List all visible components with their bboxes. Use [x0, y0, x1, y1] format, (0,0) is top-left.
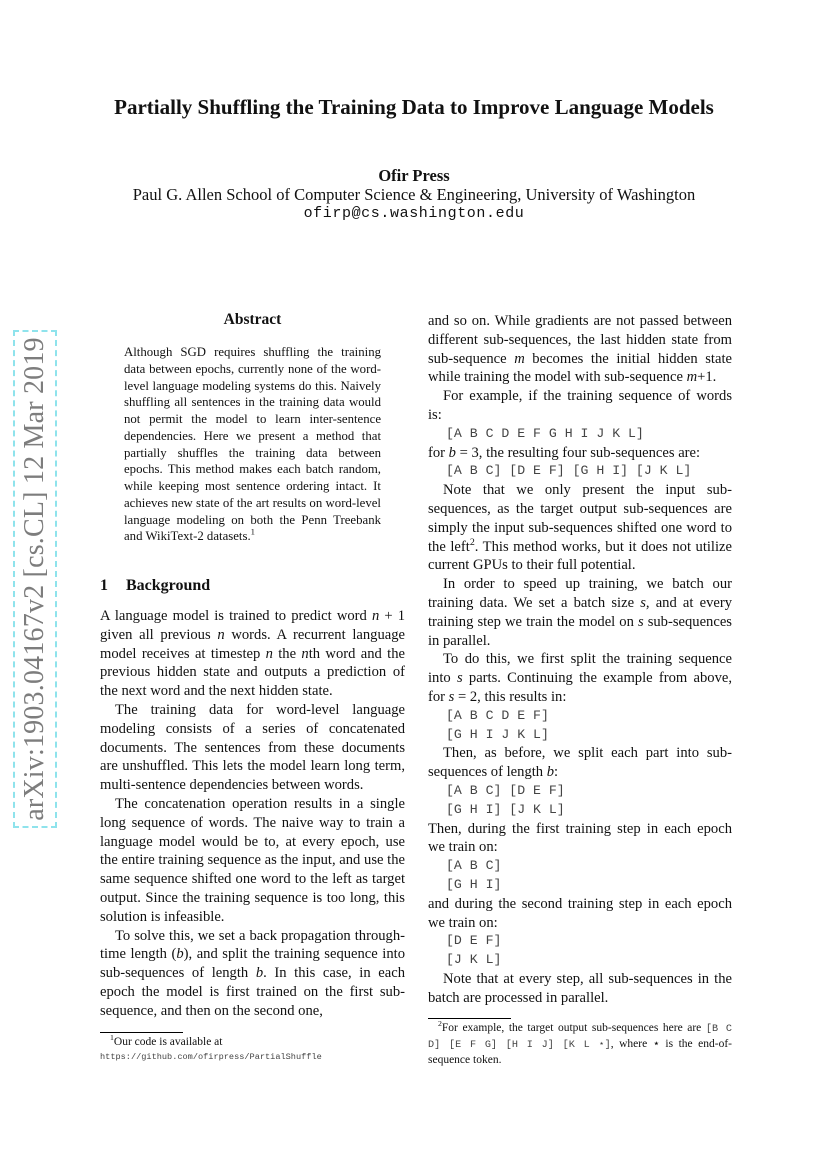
paragraph: In order to speed up training, we batch our training data. We set a batch size s, and at every training step we train the model on s sub-sequences in parallel.	[428, 576, 733, 649]
abstract-body: Although SGD requires shuffling the training data between epochs, currently none of the word-level language modeling systems do this. Naively shuffling all sentences in the training data would not permit the model to learn inter-sentence dependencies. Here we present a method that partially shuffles the training data between epochs. This method makes each batch random, while keeping most sentence ordering intact. It achieves new state of the art results on word-level language modeling on both the Penn Treebank and WikiText-2 datasets.	[124, 345, 381, 544]
abstract-text	[124, 344, 381, 545]
footnote-url[interactable]: https://github.com/ofirpress/PartialShuffle	[100, 1052, 322, 1062]
paragraph: A language model is trained to predict word n + 1 given all previous n words. A recurrent language model receives at timestep n the nth word and the previous hidden state and outputs a prediction of the next word and the next hidden state.	[100, 608, 405, 700]
section-heading	[100, 577, 210, 595]
code-line: [A B C] [D E F]	[446, 782, 565, 798]
paragraph: Then, as before, we split each part into sub-sequences of length b:	[428, 745, 732, 781]
paper-title: Partially Shuffling the Training Data to Improve Language Models	[114, 95, 714, 119]
code-line: [A B C]	[446, 858, 502, 874]
author-name: Ofir Press	[378, 166, 450, 185]
footnote-1: $^1$ Our code is available at https://github.com/ofirpress/PartialShuffle	[100, 1035, 405, 1065]
code-line: [A B C D E F G H I J K L]	[446, 425, 644, 441]
right-column-body	[428, 312, 732, 1007]
paragraph: For example, if the training sequence of words is:	[428, 388, 732, 423]
arxiv-stamp	[13, 330, 57, 828]
paragraph: The training data for word-level language modeling consists of a series of concatenated documents. The sentences from these documents are unshuffled. This lets the model learn long term, multi-sentence dependencies between words.	[100, 701, 405, 794]
left-column-body	[100, 607, 405, 1021]
code-line: [G H I]	[446, 876, 502, 892]
footnote-marker: 1	[250, 526, 255, 537]
code-line: [J K L]	[446, 952, 502, 968]
code-line: [A B C] [D E F] [G H I] [J K L]	[446, 463, 692, 479]
paragraph: Note that we only present the input sub-sequences, as the target output sub-sequences are simply the input sub-sequences shifted one word to the left$^2$. This method works, but it does not utilize current GPUs to their full potential.	[428, 482, 732, 574]
paragraph: The concatenation operation results in a single long sequence of words. The naive way to train a language model would be to, at every epoch, use the entire training sequence as the input, and use the same sequence shifted one word to the left as target output. Since the training sequence is too long, this solution is infeasible.	[100, 795, 405, 925]
author-affiliation: Paul G. Allen School of Computer Science & Engineering, University of Washington	[132, 185, 696, 204]
paragraph: Then, during the first training step in each epoch we train on:	[428, 820, 732, 856]
arxiv-stamp-text: arXiv:1903.04167v2 [cs.CL] 12 Mar 2019	[19, 337, 50, 821]
paragraph: To do this, we first split the training sequence into s parts. Continuing the example from above, for s = 2, this results in:	[428, 651, 732, 705]
paragraph: and during the second training step in each epoch we train on:	[428, 895, 732, 931]
paragraph: To solve this, we set a back propagation through-time length (b), and split the training sequence into sub-sequences of length b. In this case, in each epoch the model is first trained on the first sub-sequence, and then on the second one,	[100, 927, 406, 1019]
code-line: [G H I J K L]	[446, 726, 549, 742]
abstract-heading: Abstract	[223, 311, 282, 328]
code-line: [D E F]	[446, 933, 502, 949]
footnote-2: $^2$For example, the target output sub-sequences here are [B C D] [E F G] [H I J] [K L ⋆], where ⋆ is the end-of-sequence token.	[428, 1019, 732, 1066]
code-line: [A B C D E F]	[446, 707, 549, 723]
code-line: [G H I] [J K L]	[446, 801, 565, 817]
section-number: 1	[100, 577, 108, 594]
author-email: ofirp@cs.washington.edu	[303, 205, 525, 222]
paragraph: and so on. While gradients are not passed between different sub-sequences, the last hidden state from sub-sequence m becomes the initial hidden state while training the model with sub-sequence m+1.	[428, 313, 732, 386]
section-title: Background	[126, 577, 211, 594]
paragraph: Note that at every step, all sub-sequences in the batch are processed in parallel.	[428, 970, 732, 1006]
paragraph: for b = 3, the resulting four sub-sequences are:	[428, 444, 701, 461]
